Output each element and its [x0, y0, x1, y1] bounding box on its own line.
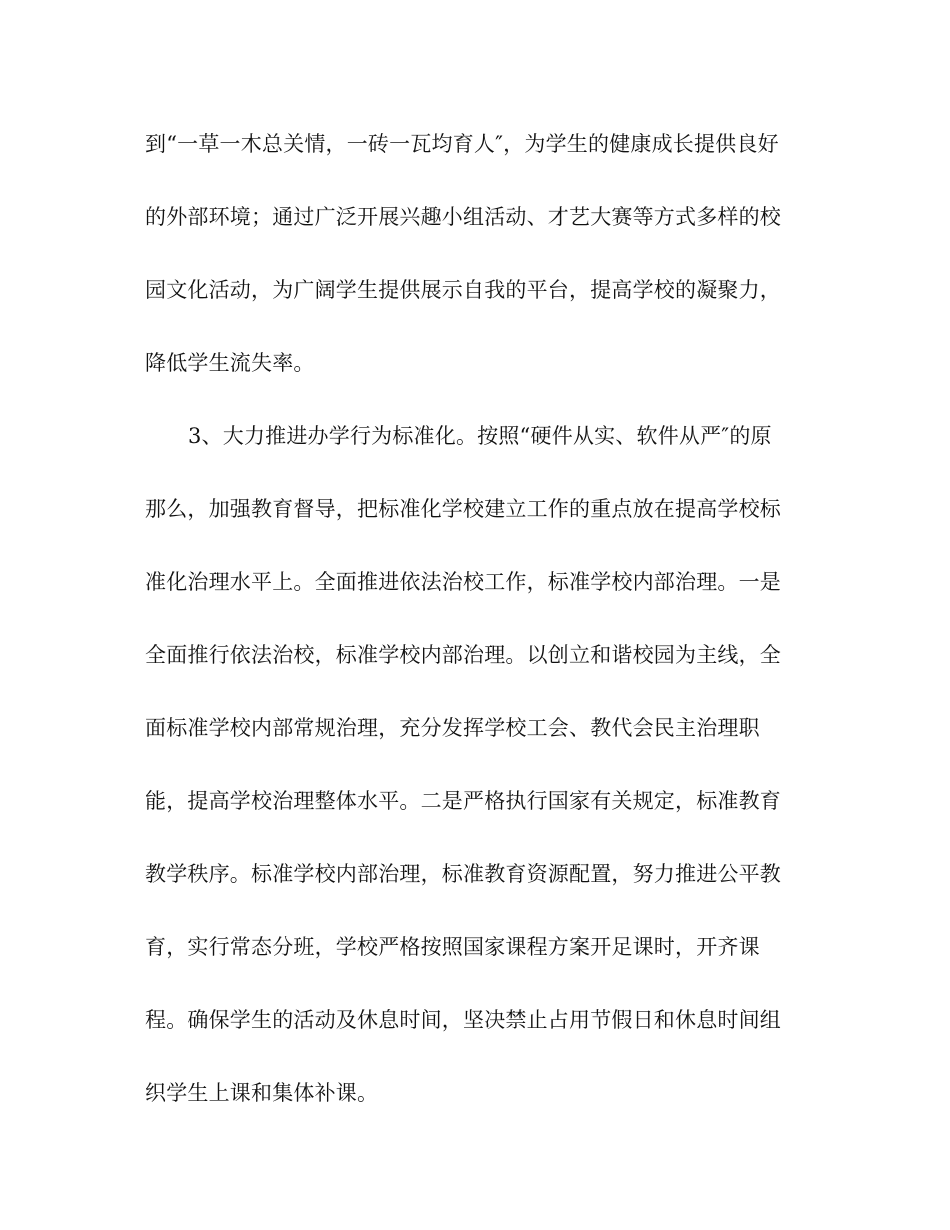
text-line: 那么，加强教育督导，把标准化学校建立工作的重点放在提高学校标	[145, 497, 781, 521]
text-line: 降低学生流失率。	[145, 351, 315, 375]
text-line: 教学秩序。标准学校内部治理，标准教育资源配置，努力推进公平教	[145, 862, 781, 886]
text-line: 全面推行依法治校，标准学校内部治理。以创立和谐校园为主线，全	[145, 643, 781, 667]
text-line: 能，提高学校治理整体水平。二是严格执行国家有关规定，标准教育	[145, 789, 781, 813]
text-line: 到“一草一木总关情，一砖一瓦均育人″，为学生的健康成长提供良好	[145, 132, 779, 156]
text-line: 准化治理水平上。全面推进依法治校工作，标准学校内部治理。一是	[145, 570, 781, 594]
text-line: 3、大力推进办学行为标准化。按照“硬件从实、软件从严″的原	[188, 424, 772, 448]
text-line: 织学生上课和集体补课。	[145, 1081, 379, 1105]
text-line: 程。确保学生的活动及休息时间，坚决禁止占用节假日和休息时间组	[145, 1008, 781, 1032]
text-line: 面标准学校内部常规治理，充分发挥学校工会、教代会民主治理职	[145, 716, 760, 740]
text-line: 育，实行常态分班，学校严格按照国家课程方案开足课时，开齐课	[145, 935, 760, 959]
text-line: 园文化活动，为广阔学生提供展示自我的平台，提高学校的凝聚力，	[145, 278, 781, 302]
text-line: 的外部环境；通过广泛开展兴趣小组活动、才艺大赛等方式多样的校	[145, 205, 781, 229]
